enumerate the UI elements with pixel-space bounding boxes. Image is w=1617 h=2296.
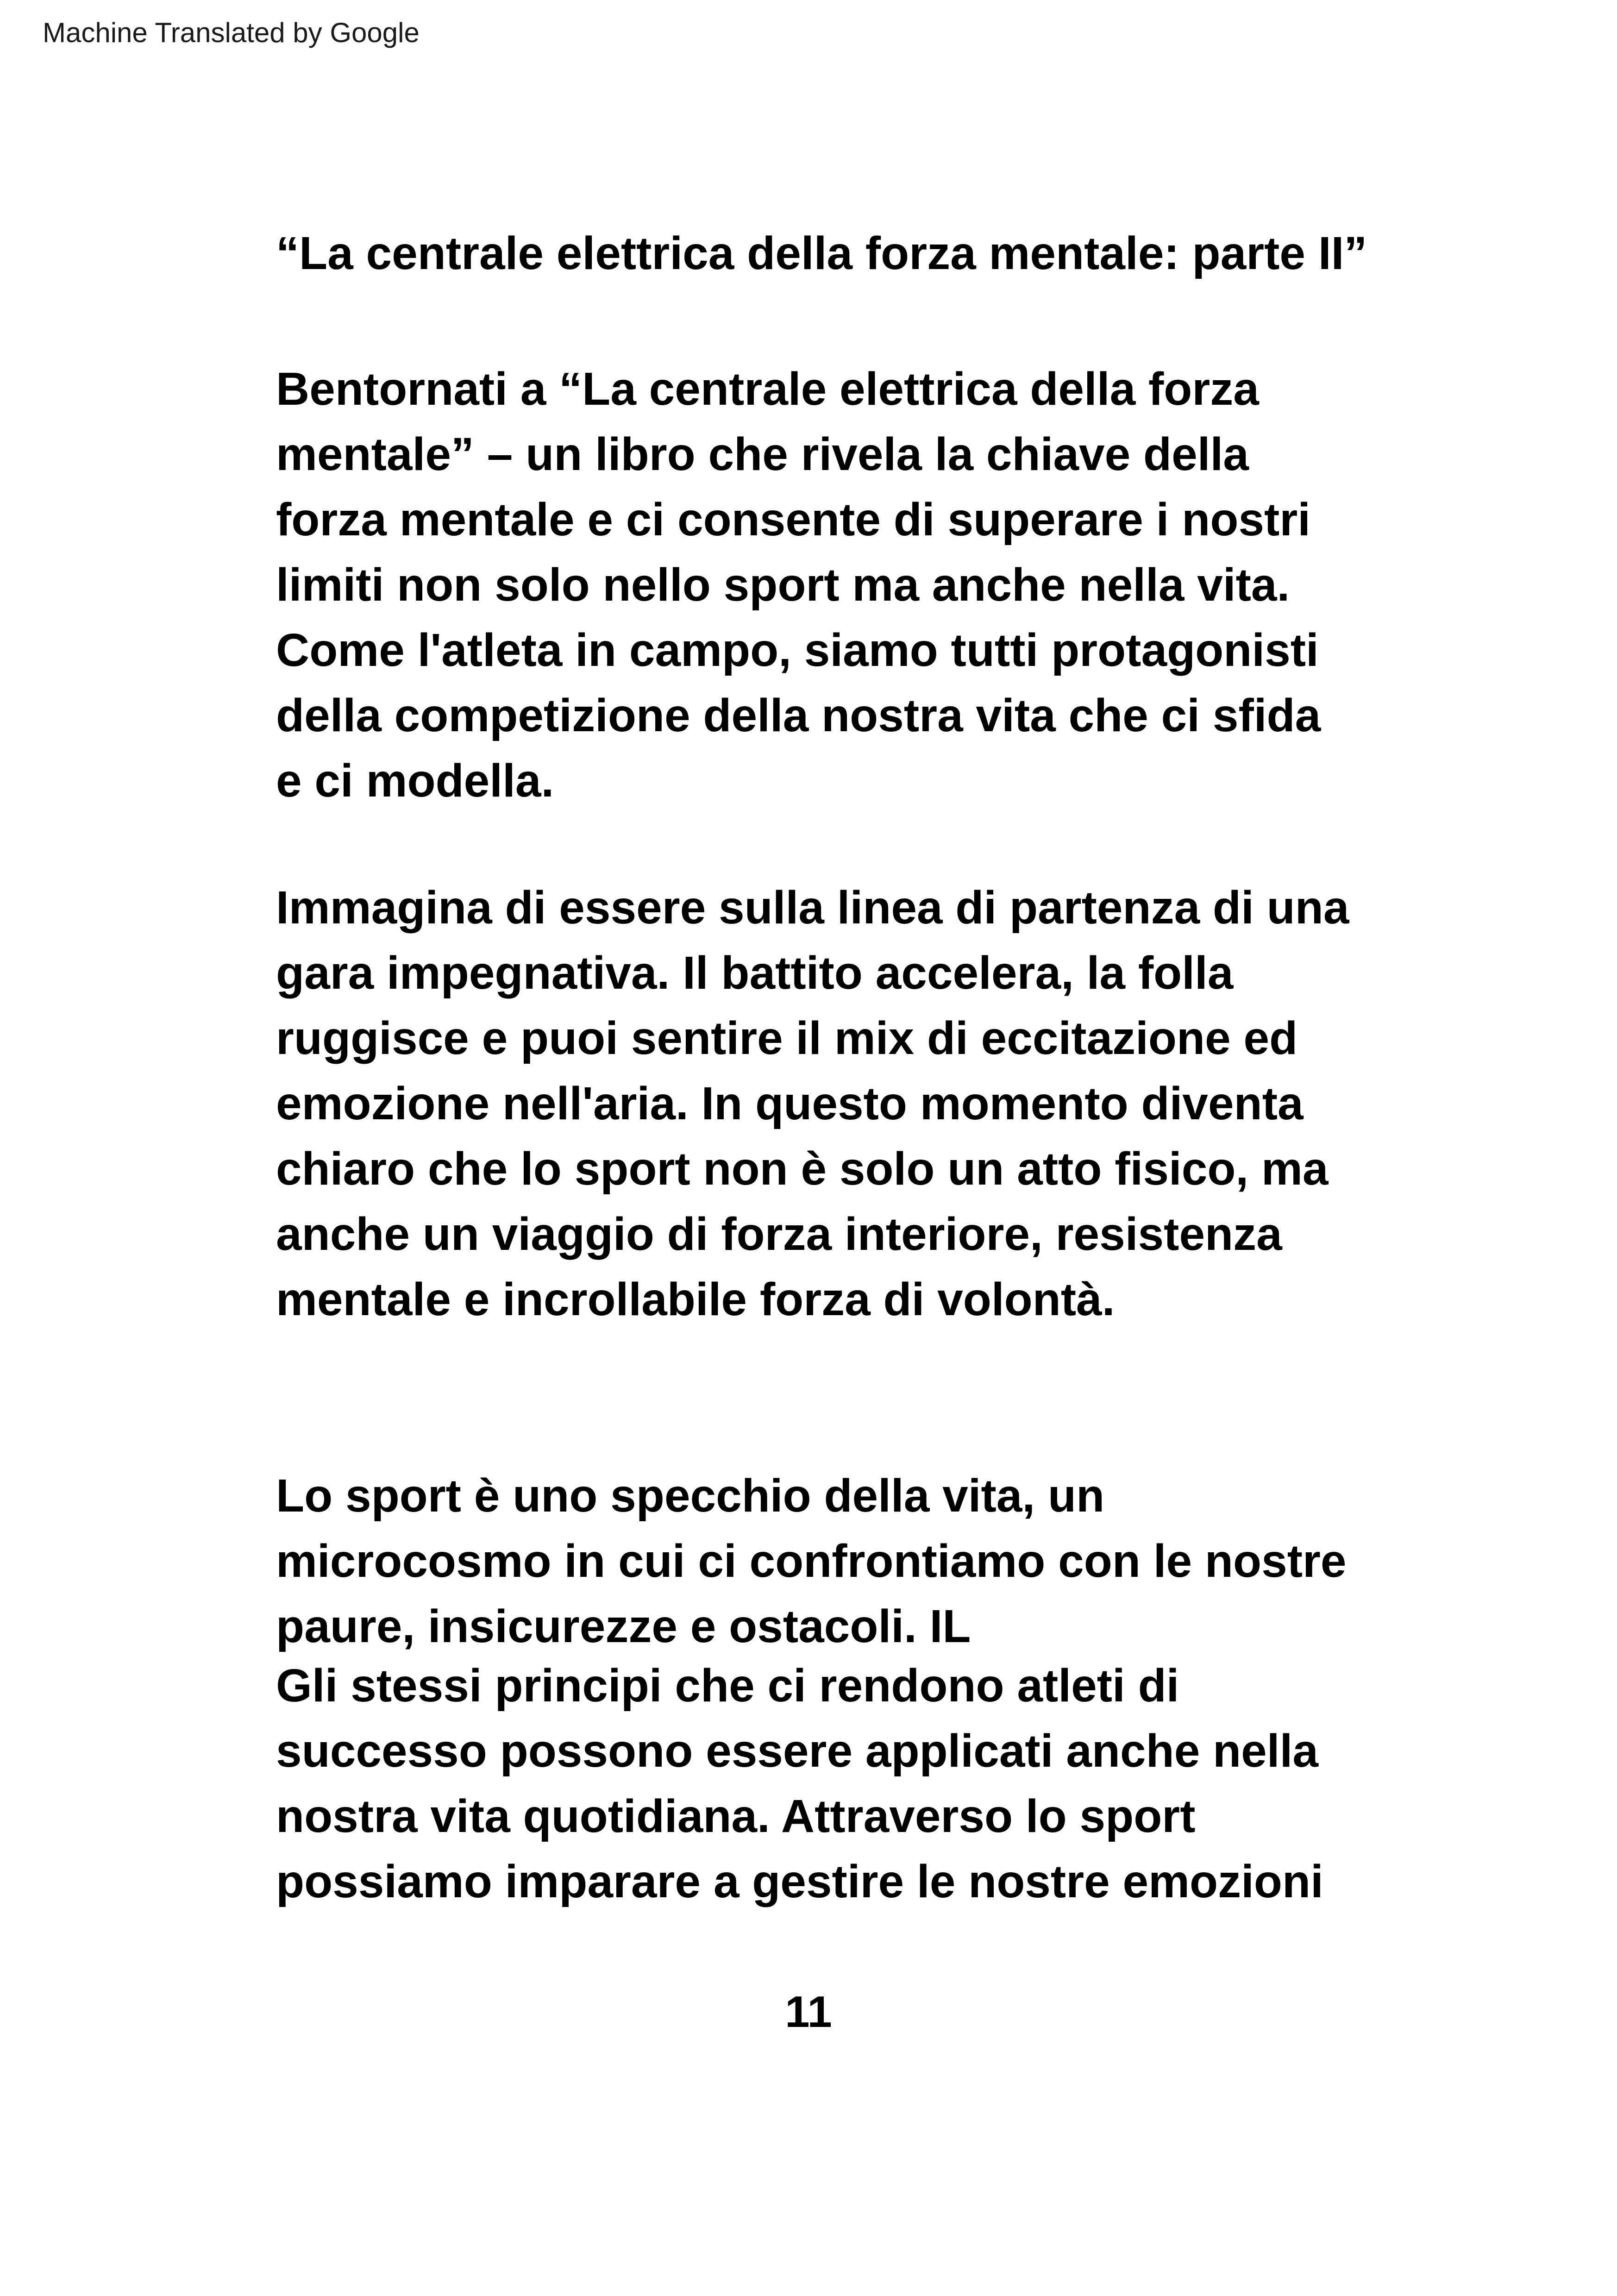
text-line: mentale e incrollabile forza di volontà. (276, 1273, 1115, 1325)
text-line: Bentornati a “La centrale elettrica della forza (276, 363, 1259, 415)
text-line: Immagina di essere sulla linea di partenza di una (276, 882, 1349, 934)
text-line: nostra vita quotidiana. Attraverso lo sport (276, 1790, 1196, 1842)
text-line: forza mentale e ci consente di superare i nostri (276, 494, 1311, 546)
text-line: anche un viaggio di forza interiore, resistenza (276, 1208, 1282, 1260)
chapter-title: “La centrale elettrica della forza mentale: parte II” (276, 227, 1367, 279)
text-line: microcosmo in cui ci confrontiamo con le nostre (276, 1535, 1347, 1587)
paragraph-same-principles (276, 1653, 1323, 1914)
text-line: successo possono essere applicati anche nella (276, 1725, 1318, 1777)
paragraph-intro (276, 357, 1321, 814)
text-line: possiamo imparare a gestire le nostre emozioni (276, 1856, 1323, 1907)
text-line: limiti non solo nello sport ma anche nella vita. (276, 559, 1290, 611)
paragraph-sport-mirror (276, 1463, 1347, 1659)
text-line: ruggisce e puoi sentire il mix di eccitazione ed (276, 1012, 1298, 1064)
text-line: e ci modella. (276, 755, 554, 807)
page-number: 11 (785, 1987, 832, 2037)
text-line: mentale” – un libro che rivela la chiave della (276, 428, 1249, 480)
text-line: Lo sport è uno specchio della vita, un (276, 1470, 1105, 1522)
text-line: emozione nell'aria. In questo momento diventa (276, 1078, 1304, 1129)
text-line: paure, insicurezze e ostacoli. IL (276, 1600, 971, 1652)
text-line: gara impegnativa. Il battito accelera, la folla (276, 947, 1234, 999)
machine-translation-notice: Machine Translated by Google (43, 17, 420, 48)
text-line: della competizione della nostra vita che ci sfida (276, 690, 1321, 741)
paragraph-starting-line (276, 875, 1349, 1332)
text-line: Come l'atleta in campo, siamo tutti protagonisti (276, 624, 1319, 676)
text-line: Gli stessi principi che ci rendono atleti di (276, 1660, 1179, 1712)
text-line: chiaro che lo sport non è solo un atto fisico, ma (276, 1143, 1329, 1195)
